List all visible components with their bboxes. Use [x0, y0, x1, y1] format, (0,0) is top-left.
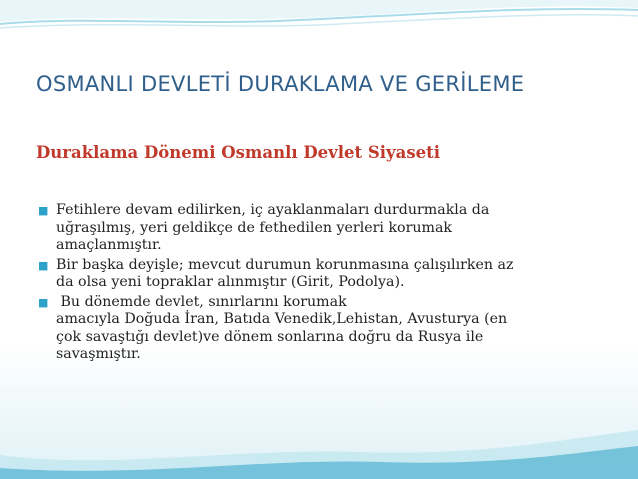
bullet-item [38, 294, 598, 364]
bullet-text-line: Bu dönemde devlet, sınırlarını korumak [56, 293, 347, 310]
bullet-text-line: uğraşılmış, yeri geldikçe de fethedilen yerleri korumak [56, 219, 453, 236]
bullet-text-line: savaşmıştır. [56, 346, 141, 362]
bullet-item [38, 257, 598, 292]
square-bullet-icon: ■ [38, 258, 49, 272]
bullet-text-line: da olsa yeni topraklar alınmıştır (Girit, Podolya). [56, 274, 405, 290]
bullet-text-line: Bir başka deyişle; mevcut durumun korunmasına çalışılırken az [56, 256, 514, 273]
bullet-text-line: çok savaştığı devlet)ve dönem sonlarına doğru da Rusya ile [56, 328, 484, 345]
slide-subtitle: Duraklama Dönemi Osmanlı Devlet Siyaseti [36, 143, 441, 162]
bullet-text-line: amaçlanmıştır. [56, 237, 162, 253]
bullet-item [38, 202, 598, 255]
square-bullet-icon: ■ [38, 204, 49, 217]
bullet-text-line: Fetihlere devam edilirken, iç ayaklanmaları durdurmakla da [56, 202, 490, 218]
square-bullet-icon: ■ [38, 295, 49, 309]
bullet-text-line: amacıyla Doğuda İran, Batıda Venedik,Lehistan, Avusturya (en [56, 311, 508, 327]
bullet-list [38, 202, 598, 366]
slide-title: OSMANLI DEVLETİ DURAKLAMA VE GERİLEME [36, 72, 525, 96]
